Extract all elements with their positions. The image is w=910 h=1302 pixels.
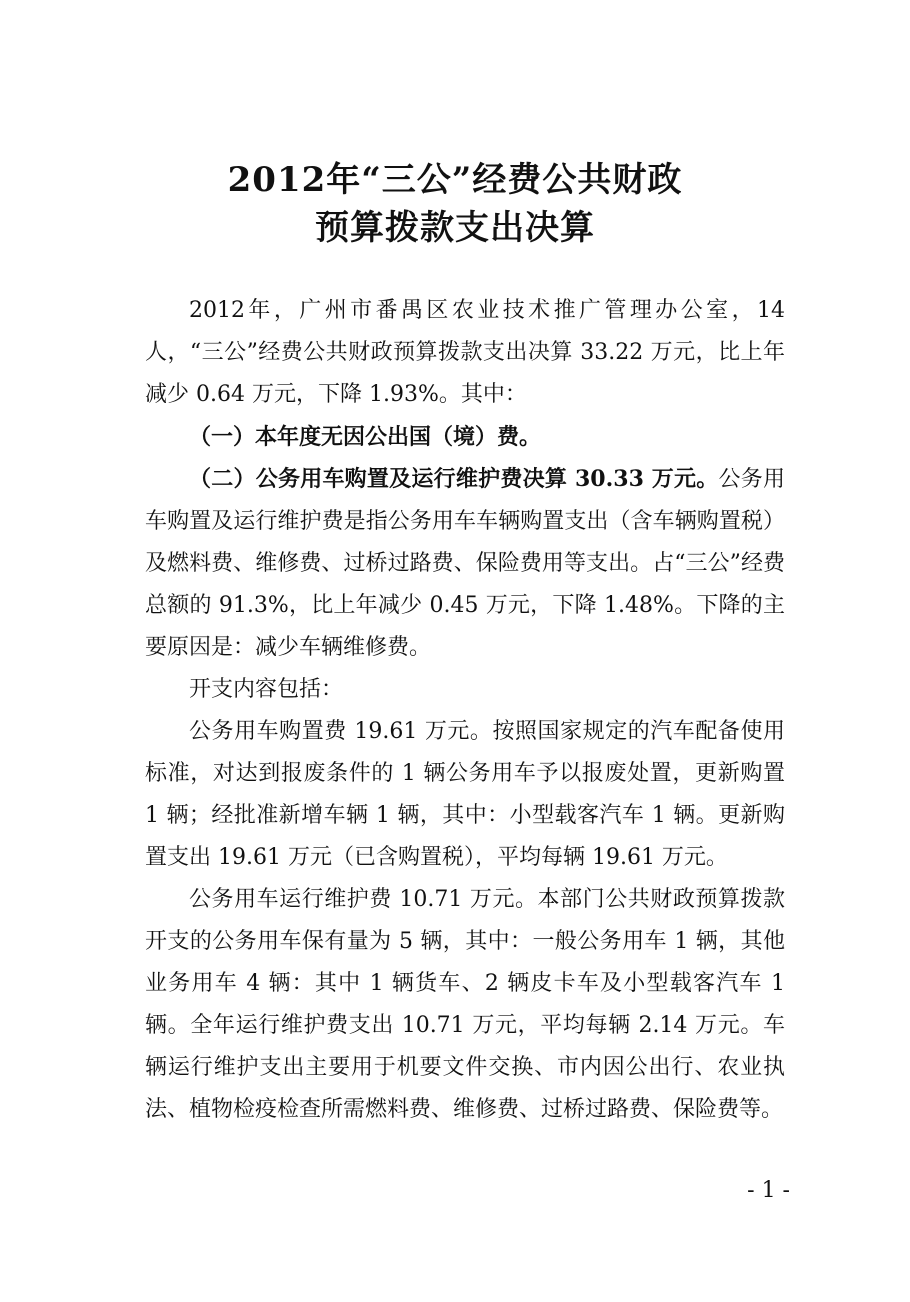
document-body [145, 290, 785, 1131]
vehicle-costs-text: 公务用车购置及运行维护费是指公务用车车辆购置支出（含车辆购置税）及燃料费、维修费、过桥过路费、保险费用等支出。占“三公”经费总额的 91.3%，比上年减少 0.45 万元，下降 1.48%。下降的主要原因是：减少车辆维修费。 [145, 467, 785, 660]
paragraph-summary: 2012年，广州市番禺区农业技术推广管理办公室，14人，“三公”经费公共财政预算拨款支出决算 33.22 万元，比上年减少 0.64 万元，下降 1.93%。其中： [145, 298, 785, 407]
document-title-line-1: 2012年“三公”经费公共财政 [227, 160, 683, 200]
paragraph-overseas-travel: （一）本年度无因公出国（境）费。 [189, 424, 542, 450]
paragraph-expense-intro: 开支内容包括： [189, 677, 344, 702]
vehicle-costs-heading: （二）公务用车购置及运行维护费决算 30.33 万元。 [189, 466, 719, 492]
paragraph-vehicle-maintenance: 公务用车运行维护费 10.71 万元。本部门公共财政预算拨款开支的公务用车保有量为 5 辆，其中：一般公务用车 1 辆，其他业务用车 4 辆：其中 1 辆货车、2 辆皮卡车及小型载客汽车 1 辆。全年运行维护费支出 10.71 万元，平均每辆 2.14 万元。车辆运行维护支出主要用于机要文件交换、市内因公出行、农业执法、植物检疫检查所需燃料费、维修费、过桥过路费、保险费等。 [145, 887, 785, 1122]
page-number: - 1 - [747, 1178, 790, 1203]
document-title-line-2: 预算拨款支出决算 [315, 208, 595, 248]
paragraph-vehicle-costs [145, 458, 785, 669]
paragraph-vehicle-purchase: 公务用车购置费 19.61 万元。按照国家规定的汽车配备使用标准，对达到报废条件的 1 辆公务用车予以报废处置，更新购置 1 辆；经批准新增车辆 1 辆，其中：小型载客汽车 1 辆。更新购置支出 19.61 万元（已含购置税），平均每辆 19.61 万元。 [145, 719, 785, 870]
